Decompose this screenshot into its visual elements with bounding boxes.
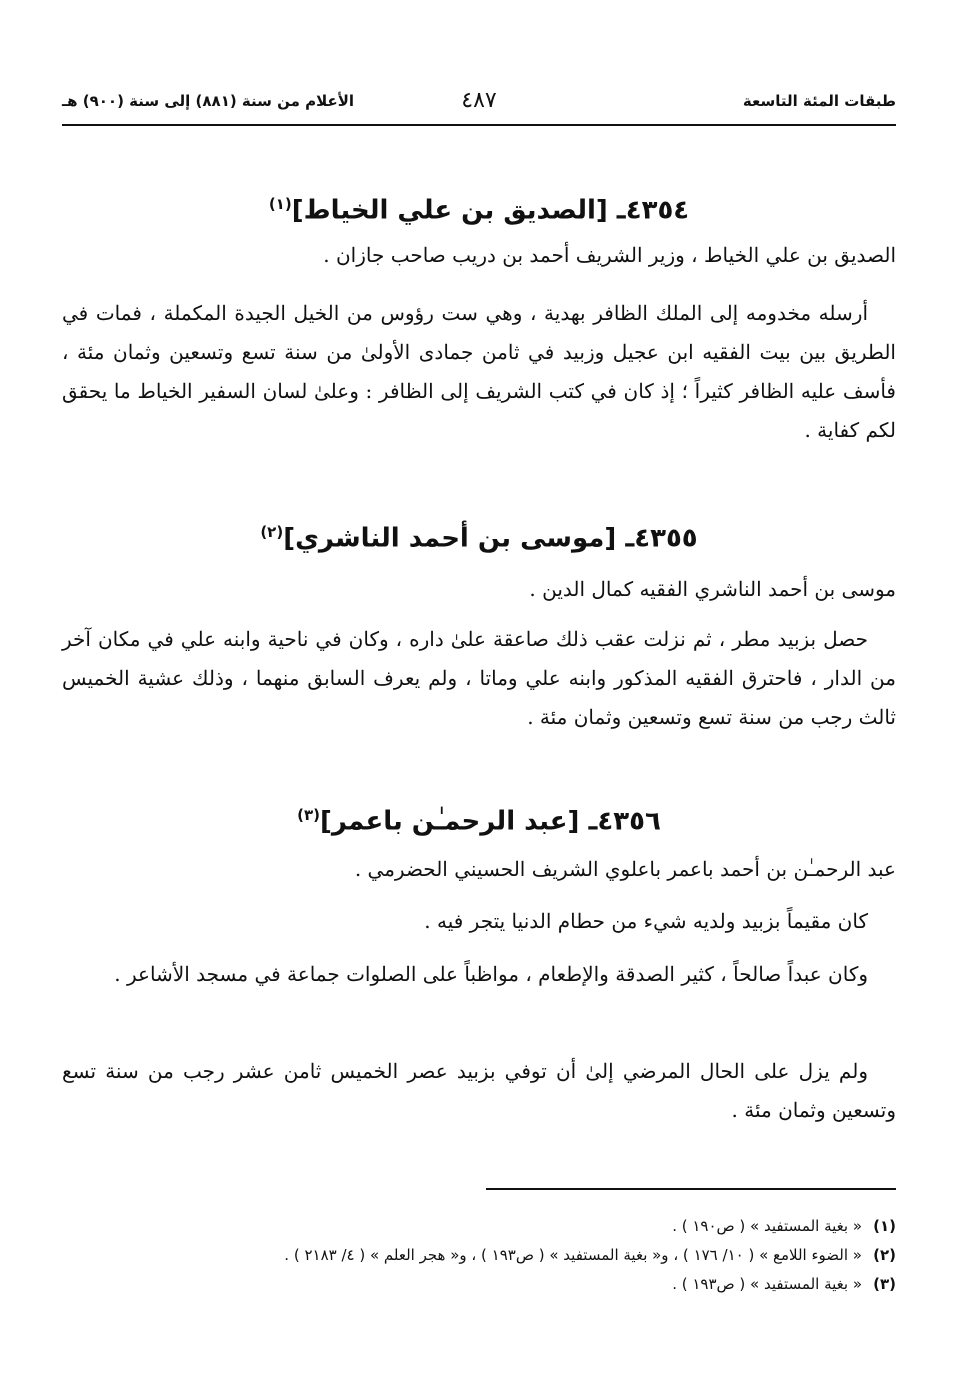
entry-paragraph: حصل بزبيد مطر ، ثم نزلت عقب ذلك صاعقة علىٰ داره ، وكان في ناحية وابنه علي في مكان آخر من الدار ، فاحترق الفقيه المذكور وابنه علي وماتا ، ولم يعرف السابق منهما ، وذلك عشية الخميس ثالث رجب من سنة تسع وتسعين وثمان مئة .: [62, 627, 896, 729]
entry-title-4356: [62, 795, 896, 842]
footnote: [62, 1270, 896, 1299]
entry-title-text: ٤٣٥٥ـ [موسى بن أحمد الناشري]: [283, 523, 698, 554]
entry-title-4354: [62, 184, 896, 231]
entry-title-4355: [62, 512, 896, 559]
entry-title-text: ٤٣٥٦ـ [عبد الرحمـٰن باعمر]: [319, 806, 661, 837]
footnote-text: « بغية المستفيد » ( ص١٩٣ ) .: [672, 1275, 862, 1293]
page-number: ٤٨٧: [461, 88, 497, 113]
footnote-number: (٢): [873, 1246, 896, 1264]
footnote-number: (٣): [873, 1275, 896, 1293]
entry-paragraph: عبد الرحمـٰن بن أحمد باعمر باعلوي الشريف الحسيني الحضرمي .: [354, 857, 896, 881]
footnote: [62, 1241, 896, 1270]
footnote: [62, 1212, 896, 1241]
running-header: [62, 86, 896, 120]
header-range-title: الأعلام من سنة (٨٨١) إلى سنة (٩٠٠) هـ: [62, 92, 355, 110]
header-section-title: طبقات المئة التاسعة: [742, 92, 896, 110]
footnote-number: (١): [873, 1217, 896, 1235]
entry-paragraph: موسى بن أحمد الناشري الفقيه كمال الدين .: [529, 577, 896, 601]
entry-paragraph: وكان عبداً صالحاً ، كثير الصدقة والإطعام ، مواظباً على الصلوات جماعة في مسجد الأشاعر .: [114, 962, 868, 986]
footnotes: [62, 1212, 896, 1299]
entry-paragraph: ولم يزل على الحال المرضي إلىٰ أن توفي بزبيد عصر الخميس ثامن عشر رجب من سنة تسع وتسعين وثمان مئة .: [62, 1059, 896, 1122]
entry-paragraph: كان مقيماً بزبيد ولديه شيء من حطام الدنيا يتجر فيه .: [424, 909, 868, 933]
footnote-ref: (١): [268, 195, 292, 213]
entry-paragraph: الصديق بن علي الخياط ، وزير الشريف أحمد بن دريب صاحب جازان .: [323, 243, 896, 267]
footnote-text: « الضوء اللامع » ( ١٠/ ١٧٦ ) ، و« بغية المستفيد » ( ص١٩٣ ) ، و« هجر العلم » ( ٤/ ٢١٨٣ ) .: [284, 1246, 862, 1264]
footnote-ref: (٢): [260, 523, 284, 541]
entry-paragraph: أرسله مخدومه إلى الملك الظافر بهدية ، وهي ست رؤوس من الخيل الجيدة المكملة ، فمات في الطريق بين بيت الفقيه ابن عجيل وزبيد في ثامن جمادى الأولىٰ من سنة تسع وتسعين وثمان مئة ، فأسف عليه الظافر كثيراً ؛ إذ كان في كتب الشريف إلى الظافر : وعلىٰ لسان السفير الخياط ما يحقق لكم كفاية .: [62, 301, 896, 442]
footnote-text: « بغية المستفيد » ( ص١٩٠ ) .: [672, 1217, 862, 1235]
entry-title-text: ٤٣٥٤ـ [الصديق بن علي الخياط]: [291, 195, 690, 226]
header-rule: [62, 124, 896, 126]
footnote-ref: (٣): [297, 806, 320, 824]
footnote-rule: [486, 1188, 896, 1190]
